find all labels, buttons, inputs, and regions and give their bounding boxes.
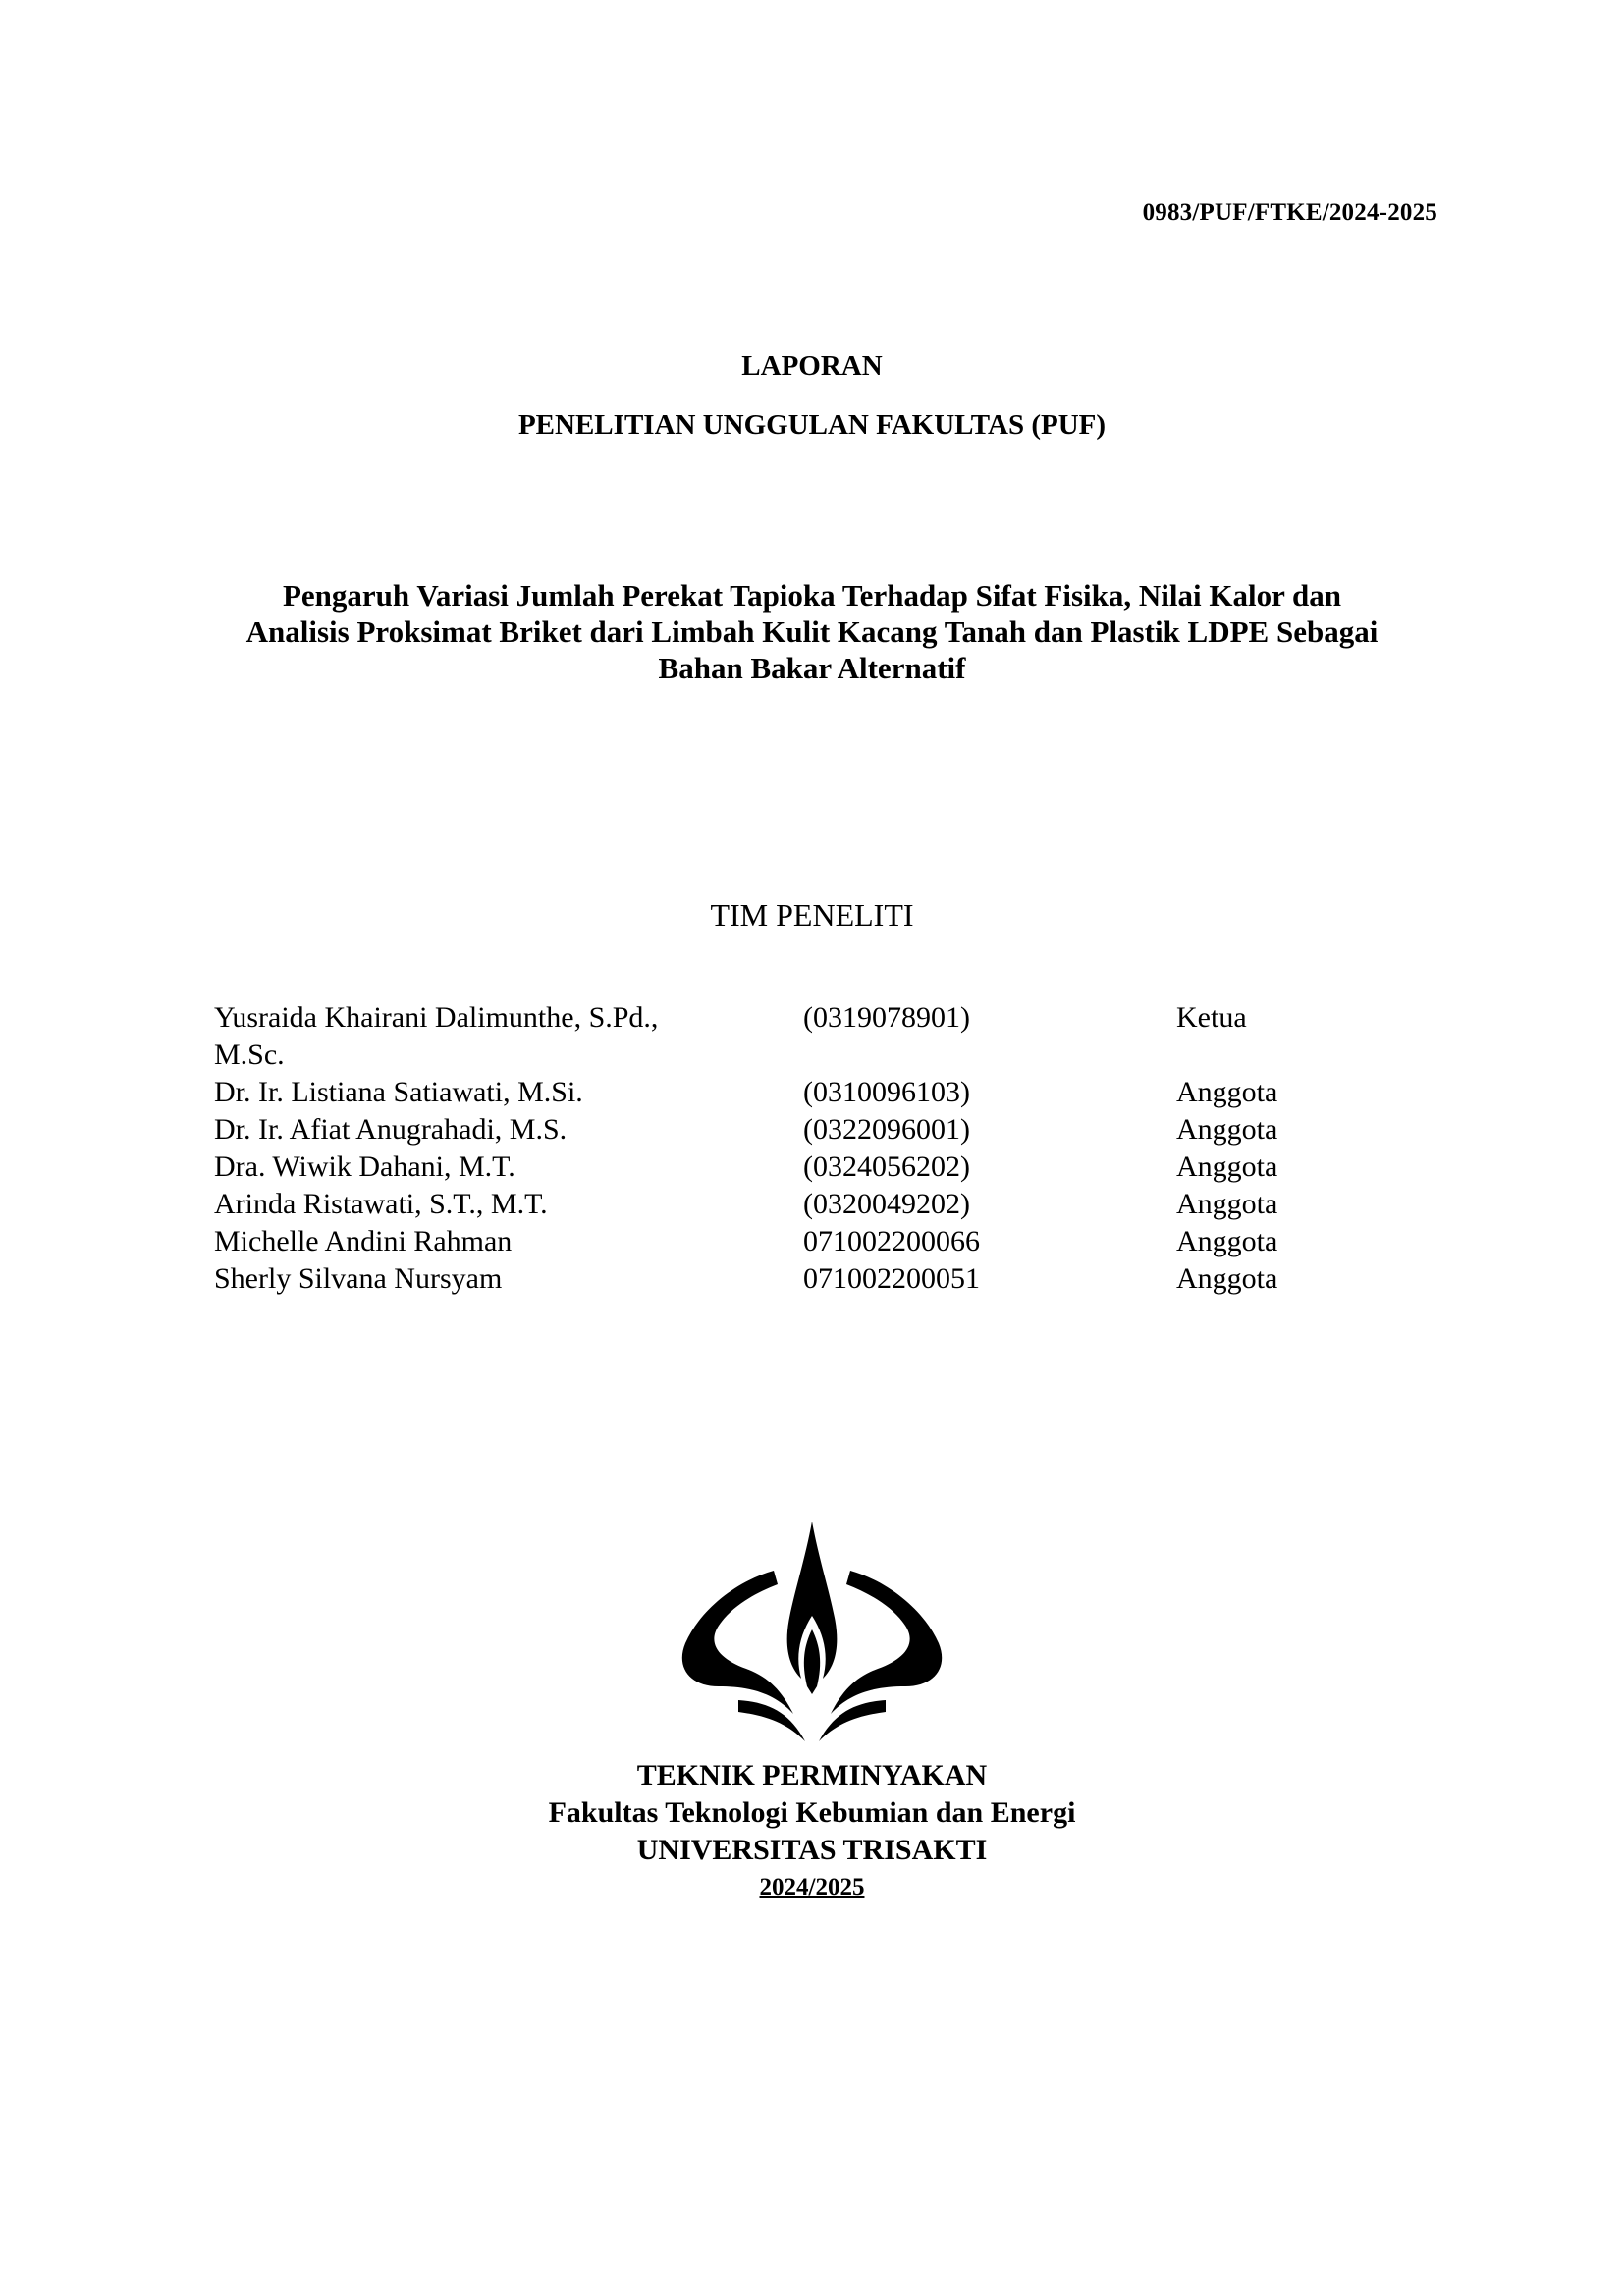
team-member-name: Dra. Wiwik Dahani, M.T. xyxy=(214,1150,515,1183)
team-member-name-line-2: M.Sc. xyxy=(214,1039,285,1071)
team-heading: TIM PENELITI xyxy=(710,897,914,933)
institution-block xyxy=(0,1757,1624,1906)
team-member-name: Arinda Ristawati, S.T., M.T. xyxy=(214,1188,548,1220)
team-row xyxy=(214,1074,1392,1111)
team-member-id: (0320049202) xyxy=(803,1188,970,1220)
team-row xyxy=(214,1148,1392,1186)
research-title-line-2: Analisis Proksimat Briket dari Limbah Kulit Kacang Tanah dan Plastik LDPE Sebagai xyxy=(245,614,1379,649)
team-row xyxy=(214,1260,1392,1298)
team-member-name: Dr. Ir. Afiat Anugrahadi, M.S. xyxy=(214,1113,568,1146)
team-member-name: Sherly Silvana Nursyam xyxy=(214,1262,503,1295)
team-row xyxy=(214,999,1392,1074)
team-member-id: (0310096103) xyxy=(803,1076,970,1108)
team-member-name xyxy=(214,999,803,1074)
academic-year: 2024/2025 xyxy=(759,1874,865,1900)
team-member-id: 071002200066 xyxy=(803,1225,980,1257)
team-member-name: Michelle Andini Rahman xyxy=(214,1225,513,1257)
faculty-name: Fakultas Teknologi Kebumian dan Energi xyxy=(548,1796,1076,1829)
team-member-role: Anggota xyxy=(1176,1076,1278,1108)
university-name: UNIVERSITAS TRISAKTI xyxy=(636,1834,988,1866)
research-title-line-3: Bahan Bakar Alternatif xyxy=(658,651,966,685)
team-row xyxy=(214,1111,1392,1148)
universitas-trisakti-emblem-icon xyxy=(679,1520,945,1745)
team-member-id: 071002200051 xyxy=(803,1262,980,1295)
team-member-name-line-1: Yusraida Khairani Dalimunthe, S.Pd., xyxy=(214,1001,659,1034)
team-row xyxy=(214,1186,1392,1223)
team-member-id: (0319078901) xyxy=(803,1001,970,1034)
team-member-role: Anggota xyxy=(1176,1225,1278,1257)
team-member-id: (0324056202) xyxy=(803,1150,970,1183)
team-member-role: Anggota xyxy=(1176,1150,1278,1183)
research-title xyxy=(0,577,1624,686)
team-member-role: Anggota xyxy=(1176,1262,1278,1295)
report-subtitle: PENELITIAN UNGGULAN FAKULTAS (PUF) xyxy=(517,409,1107,441)
team-table xyxy=(214,999,1392,1298)
team-member-role: Ketua xyxy=(1176,1001,1247,1034)
team-member-name: Dr. Ir. Listiana Satiawati, M.Si. xyxy=(214,1076,583,1108)
document-number: 0983/PUF/FTKE/2024-2025 xyxy=(1142,199,1437,226)
team-member-role: Anggota xyxy=(1176,1113,1278,1146)
team-member-role: Anggota xyxy=(1176,1188,1278,1220)
team-member-id: (0322096001) xyxy=(803,1113,970,1146)
team-row xyxy=(214,1223,1392,1260)
department-name: TEKNIK PERMINYAKAN xyxy=(636,1759,988,1791)
report-label: LAPORAN xyxy=(741,350,883,382)
research-title-line-1: Pengaruh Variasi Jumlah Perekat Tapioka Terhadap Sifat Fisika, Nilai Kalor dan xyxy=(282,578,1342,613)
